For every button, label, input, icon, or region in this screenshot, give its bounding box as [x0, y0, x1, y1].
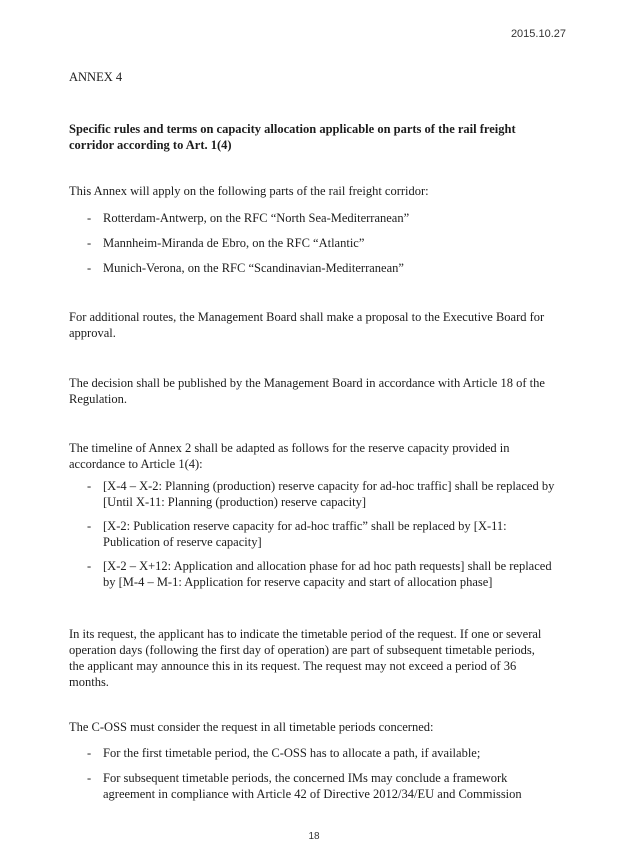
bullet-dash: -	[87, 479, 92, 493]
list-item-text: For the first timetable period, the C-OSS has to allocate a path, if available;	[103, 746, 481, 760]
annex-label: ANNEX 4	[69, 70, 123, 84]
additional-routes-paragraph: For additional routes, the Management Board shall make a proposal to the Executive Board for approval.	[69, 310, 545, 340]
timeline-intro-paragraph: The timeline of Annex 2 shall be adapted as follows for the reserve capacity provided in accordance to Article 1(4):	[69, 441, 510, 471]
coss-intro-paragraph: The C-OSS must consider the request in all timetable periods concerned:	[69, 720, 434, 734]
list-item	[87, 518, 557, 550]
list-item-text: [X-2 – X+12: Application and allocation phase for ad hoc path requests] shall be replaced by [M-4 – M-1: Application for reserve capacity and start of allocation phase]	[103, 559, 552, 589]
list-item-text: [X-2: Publication reserve capacity for ad-hoc traffic” shall be replaced by [X-11: Publication of reserve capacity]	[103, 519, 507, 549]
list-item	[87, 478, 557, 510]
decision-paragraph: The decision shall be published by the Management Board in accordance with Article 18 of the Regulation.	[69, 376, 545, 406]
list-item-text: Rotterdam-Antwerp, on the RFC “North Sea-Mediterranean”	[103, 211, 410, 225]
list-item-text: [X-4 – X-2: Planning (production) reserve capacity for ad-hoc traffic] shall be replaced by [Until X-11: Planning (production) reserve capacity]	[103, 479, 555, 509]
list-item	[87, 235, 557, 251]
list-item	[87, 770, 557, 802]
list-item	[87, 745, 557, 761]
document-date: 2015.10.27	[510, 28, 566, 40]
list-item-text: Munich-Verona, on the RFC “Scandinavian-Mediterranean”	[103, 261, 404, 275]
bullet-dash: -	[87, 519, 92, 533]
list-item	[87, 260, 557, 276]
list-item-text: Mannheim-Miranda de Ebro, on the RFC “Atlantic”	[103, 236, 365, 250]
bullet-dash: -	[87, 771, 92, 785]
bullet-dash: -	[87, 261, 92, 275]
bullet-dash: -	[87, 746, 92, 760]
bullet-dash: -	[87, 236, 92, 250]
document-title: Specific rules and terms on capacity allocation applicable on parts of the rail freight corridor according to Art. 1(4)	[69, 122, 516, 152]
request-paragraph: In its request, the applicant has to indicate the timetable period of the request. If one or several operation days (following the first day of operation) are part of subsequent timetable periods, the applicant may announce this in its request. The request may not exceed a period of 36 months.	[69, 627, 542, 689]
page-number: 18	[308, 831, 320, 842]
intro-paragraph: This Annex will apply on the following parts of the rail freight corridor:	[69, 184, 429, 198]
list-item	[87, 210, 557, 226]
list-item-text: For subsequent timetable periods, the concerned IMs may conclude a framework agreement in compliance with Article 42 of Directive 2012/34/EU and Commission	[103, 771, 522, 801]
bullet-dash: -	[87, 211, 92, 225]
bullet-dash: -	[87, 559, 92, 573]
list-item	[87, 558, 557, 590]
